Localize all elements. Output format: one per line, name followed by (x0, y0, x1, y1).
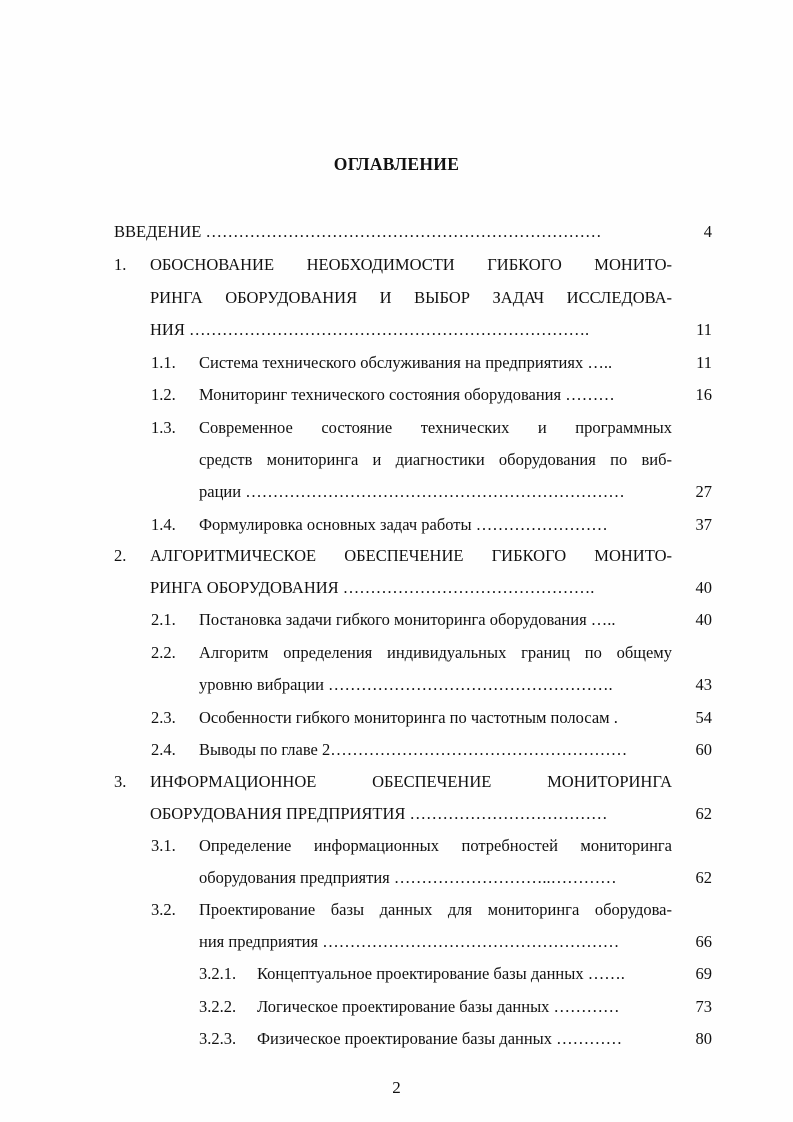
toc-page-number: 4 (703, 222, 712, 241)
toc-page-number: 11 (696, 320, 712, 339)
toc-entry-text: Определение информационных потребностей мониторинга (199, 836, 672, 855)
toc-entry-text: Физическое проектирование базы данных ………… (257, 1029, 623, 1048)
toc-page-number: 11 (696, 353, 712, 372)
toc-page-number: 54 (695, 708, 712, 727)
toc-entry-text: Выводы по главе 2……………………………………………… (199, 740, 628, 759)
toc-chapter-number: 2. (114, 546, 127, 565)
toc-page-number: 40 (695, 578, 712, 597)
toc-entry-text: ВВЕДЕНИЕ ……………………………………………………………… (114, 222, 602, 241)
toc-page-number: 62 (695, 804, 712, 823)
toc-page-number: 60 (695, 740, 712, 759)
toc-entry-text: РИНГА ОБОРУДОВАНИЯ ………………………………………. (150, 578, 595, 597)
toc-entry-text: РИНГА ОБОРУДОВАНИЯ И ВЫБОР ЗАДАЧ ИССЛЕДОВА- (150, 288, 672, 307)
toc-entry-text: ОБОРУДОВАНИЯ ПРЕДПРИЯТИЯ ……………………………… (150, 804, 608, 823)
toc-entry-text: ния предприятия ……………………………………………… (199, 932, 620, 951)
toc-page-number: 43 (695, 675, 712, 694)
toc-page-number: 62 (695, 868, 712, 887)
toc-page-number: 27 (695, 482, 712, 501)
page-number: 2 (392, 1078, 401, 1097)
toc-page-number: 73 (695, 997, 712, 1016)
toc-section-number: 2.3. (151, 708, 176, 727)
toc-entry-text: Система технического обслуживания на предприятиях ….. (199, 353, 613, 372)
toc-entry-text: ОБОСНОВАНИЕ НЕОБХОДИМОСТИ ГИБКОГО МОНИТО- (150, 255, 672, 274)
toc-entry-text: Проектирование базы данных для мониторинга оборудова- (199, 900, 672, 919)
toc-entry-text: Мониторинг технического состояния оборудования ……… (199, 385, 615, 404)
toc-section-number: 2.4. (151, 740, 176, 759)
toc-page-number: 69 (695, 964, 712, 983)
toc-page-number: 66 (695, 932, 712, 951)
toc-entry-text: Современное состояние технических и программных (199, 418, 672, 437)
toc-section-number: 1.4. (151, 515, 176, 534)
toc-section-number: 2.1. (151, 610, 176, 629)
toc-chapter-number: 3. (114, 772, 127, 791)
toc-section-number: 3.2. (151, 900, 176, 919)
toc-page-number: 16 (695, 385, 712, 404)
toc-section-number: 3.1. (151, 836, 176, 855)
toc-section-number: 1.2. (151, 385, 176, 404)
toc-entry-text: Алгоритм определения индивидуальных границ по общему (199, 643, 672, 662)
toc-entry-text: рации …………………………………………………………… (199, 482, 625, 501)
toc-entry-text: Логическое проектирование базы данных ………… (257, 997, 620, 1016)
toc-entry-text: уровню вибрации ……………………………………………. (199, 675, 613, 694)
toc-entry-text: средств мониторинга и диагностики оборудования по виб- (199, 450, 672, 469)
toc-subsection-number: 3.2.1. (199, 964, 237, 983)
toc-entry-text: Формулировка основных задач работы …………………… (199, 515, 608, 534)
toc-page-number: 37 (695, 515, 712, 534)
toc-section-number: 1.3. (151, 418, 176, 437)
toc-entry-text: НИЯ ………………………………………………………………. (150, 320, 590, 339)
toc-subsection-number: 3.2.3. (199, 1029, 237, 1048)
toc-entry-text: Концептуальное проектирование базы данных ……. (257, 964, 625, 983)
toc-entry-text: ИНФОРМАЦИОННОЕ ОБЕСПЕЧЕНИЕ МОНИТОРИНГА (150, 772, 672, 791)
toc-chapter-number: 1. (114, 255, 127, 274)
toc-page-number: 40 (695, 610, 712, 629)
toc-section-number: 2.2. (151, 643, 176, 662)
toc-entry-text: оборудования предприятия ………………………..………… (199, 868, 617, 887)
page-title: ОГЛАВЛЕНИЕ (333, 154, 460, 174)
toc-entry-text: АЛГОРИТМИЧЕСКОЕ ОБЕСПЕЧЕНИЕ ГИБКОГО МОНИТО- (150, 546, 672, 565)
toc-section-number: 1.1. (151, 353, 176, 372)
toc-subsection-number: 3.2.2. (199, 997, 237, 1016)
toc-entry-text: Особенности гибкого мониторинга по частотным полосам . (199, 708, 618, 727)
toc-page-number: 80 (695, 1029, 712, 1048)
toc-entry-text: Постановка задачи гибкого мониторинга оборудования ….. (199, 610, 616, 629)
